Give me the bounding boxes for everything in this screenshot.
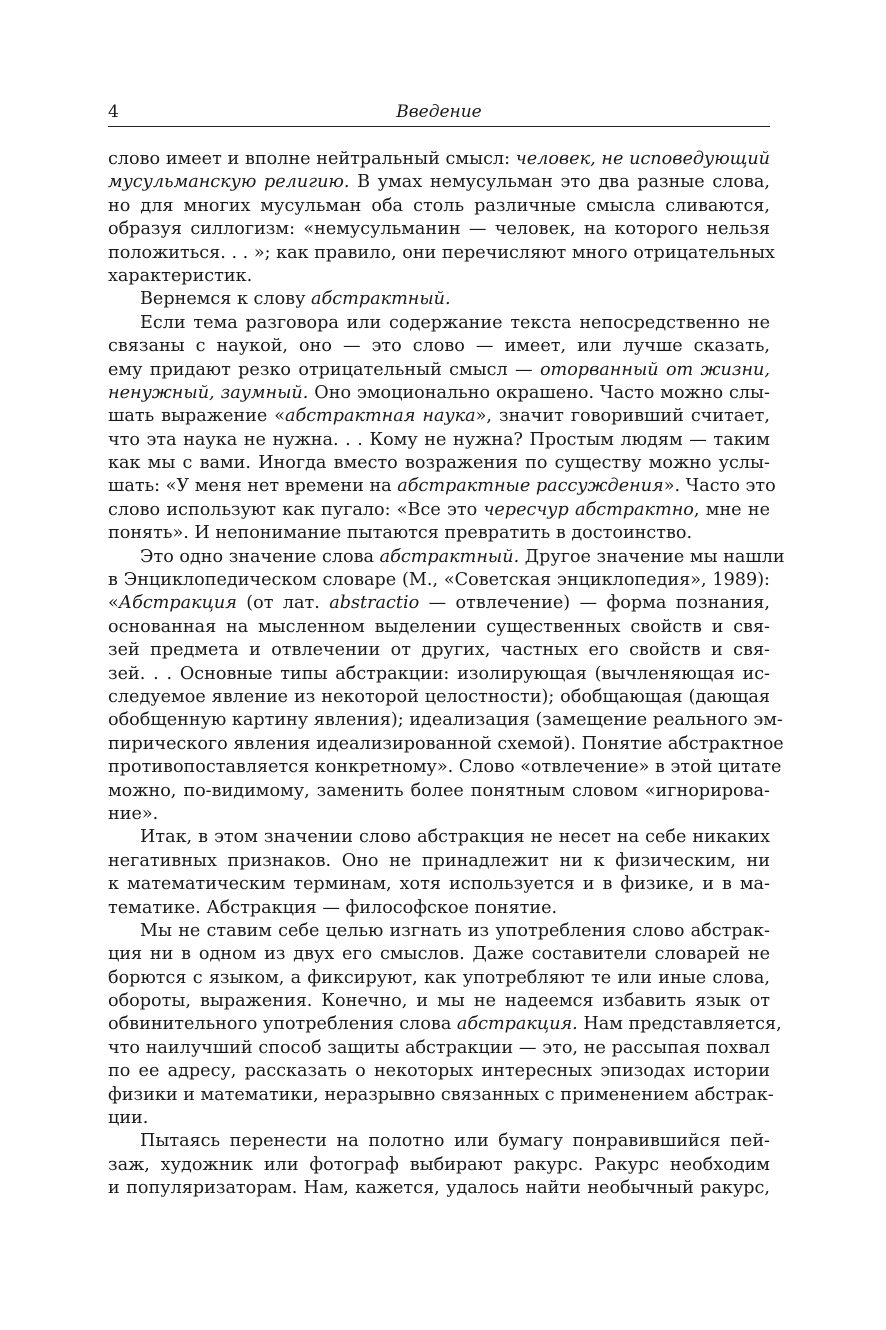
text-segment: Мы не ставим себе целью изгнать из употребления слово абстрак-	[140, 920, 770, 941]
text-line	[108, 382, 770, 405]
text-segment: обороты, выражения. Конечно, и мы не надеемся избавить язык от	[108, 991, 770, 1012]
text-segment: ему придают резко отрицательный смысл —	[108, 359, 540, 380]
text-line	[108, 686, 770, 709]
text-line	[108, 1154, 770, 1177]
text-segment: основанная на мысленном выделении существенных свойств и свя-	[108, 616, 770, 637]
emphasized-text: абстрактный.	[311, 289, 451, 310]
text-segment: Пытаясь перенести на полотно или бумагу понравившийся пей-	[140, 1131, 770, 1152]
text-segment: ция ни в одном из двух его смыслов. Даже составители словарей не	[108, 944, 770, 965]
text-segment: обвинительного употребления слова	[108, 1014, 457, 1035]
text-segment: борются с языком, а фиксируют, как употребляют те или иные слова,	[108, 967, 770, 988]
text-segment: но для многих мусульман оба столь различные смысла сливаются,	[108, 195, 770, 216]
text-segment: Итак, в этом значении слово абстракция не несет на себе никаких	[140, 827, 770, 848]
text-segment: к математическим терминам, хотя используется и в физике, и в ма-	[108, 874, 770, 895]
text-segment: как мы с вами. Иногда вместо возражения по существу можно услы-	[108, 453, 770, 474]
emphasized-text: абстрактная наука	[284, 406, 476, 427]
text-segment: противопоставляется конкретному». Слово «отвлечение» в этой цитате	[108, 757, 782, 778]
text-line	[108, 990, 770, 1013]
text-segment: следуемое явление из некоторой целостности); обобщающая (дающая	[108, 686, 770, 707]
text-segment: в Энциклопедическом словаре (М., «Советская энциклопедия», 1989):	[108, 570, 770, 591]
text-segment: образуя силлогизм: «немусульманин — человек, на которого нельзя	[108, 219, 770, 240]
text-segment: положиться. . . »; как правило, они перечисляют много отрицательных	[108, 242, 775, 263]
text-line	[108, 1107, 770, 1130]
body-text	[108, 148, 785, 1201]
emphasized-text: абстракция.	[456, 1014, 578, 1035]
text-line	[108, 709, 783, 732]
text-segment: Это одно значение слова	[140, 546, 380, 567]
text-segment: ». Часто это	[663, 476, 776, 497]
text-line	[108, 920, 770, 943]
text-line	[108, 1084, 774, 1107]
text-segment: по ее адресу, рассказать о некоторых интересных эпизодах истории	[108, 1061, 770, 1082]
text-line	[108, 171, 770, 194]
text-line	[108, 288, 770, 311]
text-segment: ции.	[108, 1108, 149, 1129]
text-segment: Оно эмоционально окрашено. Часто можно слы-	[308, 382, 770, 403]
text-segment: связаны с наукой, оно — это слово — имеет, или лучше сказать,	[108, 336, 770, 357]
emphasized-text: абстрактные рассуждения	[397, 476, 664, 497]
text-segment: можно, по-видимому, заменить более понятным словом «игнорирова-	[108, 780, 770, 801]
text-line	[108, 733, 784, 756]
text-line	[108, 429, 770, 452]
emphasized-text: Абстракция	[118, 593, 237, 614]
page-number: 4	[108, 102, 119, 122]
text-segment: физики и математики, неразрывно связанных с применением абстрак-	[108, 1084, 774, 1105]
emphasized-text: человек, не исповедующий	[515, 149, 770, 169]
text-line	[108, 452, 770, 475]
text-segment: слово используют как пугало: «Все это	[108, 499, 484, 520]
page-header	[108, 100, 770, 127]
emphasized-text: оторванный от жизни,	[539, 359, 770, 380]
text-segment: Если тема разговора или содержание текста непосредственно не	[140, 312, 770, 333]
text-line	[108, 592, 770, 615]
text-line	[108, 148, 770, 171]
emphasized-text: чересчур абстрактно	[483, 499, 694, 520]
text-line	[108, 405, 770, 428]
text-segment: Вернемся к слову	[140, 289, 312, 310]
text-segment: », значит говоривший считает,	[475, 406, 770, 427]
text-segment: обобщенную картину явления); идеализация (замещение реального эм-	[108, 710, 783, 731]
text-segment: характеристик.	[108, 265, 253, 286]
text-segment: понять». И непонимание пытаются превратить в достоинство.	[108, 523, 693, 544]
text-segment: Нам представляется,	[577, 1014, 782, 1035]
text-line	[108, 1037, 770, 1060]
text-segment: негативных признаков. Оно не принадлежит ни к физическим, ни	[108, 850, 770, 871]
text-segment: ние».	[108, 803, 159, 824]
text-segment: — отвлечение) — форма познания,	[419, 593, 770, 614]
text-line	[108, 616, 770, 639]
text-line	[108, 195, 770, 218]
text-line	[108, 967, 770, 990]
text-line	[108, 218, 770, 241]
emphasized-text: мусульманскую религию.	[108, 172, 350, 193]
text-line	[108, 569, 770, 592]
text-segment: заж, художник или фотограф выбирают ракурс. Ракурс необходим	[108, 1154, 770, 1175]
text-line	[108, 335, 770, 358]
text-segment: (от лат.	[236, 593, 330, 614]
text-line	[108, 1060, 770, 1083]
text-line	[108, 522, 770, 545]
text-segment: тематике. Абстракция — философское понятие.	[108, 897, 558, 918]
text-line	[108, 803, 770, 826]
text-line	[108, 850, 770, 873]
text-line	[108, 499, 770, 522]
text-segment: что наилучший способ защиты абстракции — это, не рассыпая похвал	[108, 1037, 770, 1058]
text-line	[108, 1177, 770, 1200]
running-title: Введение	[396, 102, 482, 122]
text-line	[108, 242, 775, 265]
text-segment: и популяризаторам. Нам, кажется, удалось найти необычный ракурс,	[108, 1178, 770, 1199]
text-line	[108, 943, 770, 966]
text-segment: , мне не	[693, 499, 770, 520]
text-line	[108, 897, 770, 920]
text-segment: шать выражение «	[108, 406, 285, 427]
text-segment: зей предмета и отвлечении от других, частных его свойств и свя-	[108, 640, 770, 661]
text-segment: пирического явления идеализированной схемой). Понятие абстрактное	[108, 733, 784, 754]
emphasized-text: абстрактный.	[379, 546, 520, 567]
text-line	[108, 639, 770, 662]
text-segment: В умах немусульман это два разные слова,	[349, 172, 770, 193]
text-line	[108, 265, 770, 288]
text-line	[108, 663, 770, 686]
text-line	[108, 546, 785, 569]
text-line	[108, 312, 770, 335]
text-segment: Другое значение мы нашли	[519, 546, 785, 567]
text-segment: что эта наука не нужна. . . Кому не нужна? Простым людям — таким	[108, 429, 770, 450]
text-line	[108, 873, 770, 896]
text-line	[108, 359, 770, 382]
text-segment: зей. . . Основные типы абстракции: изолирующая (вычленяющая ис-	[108, 663, 770, 684]
text-line	[108, 756, 782, 779]
text-line	[108, 1130, 770, 1153]
emphasized-text: ненужный, заумный.	[108, 382, 309, 403]
text-segment: слово имеет и вполне нейтральный смысл:	[108, 149, 516, 169]
text-line	[108, 780, 770, 803]
text-segment: «	[108, 593, 119, 614]
emphasized-text: abstractio	[329, 593, 420, 614]
text-line	[108, 1013, 782, 1036]
text-segment: шать: «У меня нет времени на	[108, 476, 398, 497]
text-line	[108, 826, 770, 849]
text-line	[108, 475, 776, 498]
